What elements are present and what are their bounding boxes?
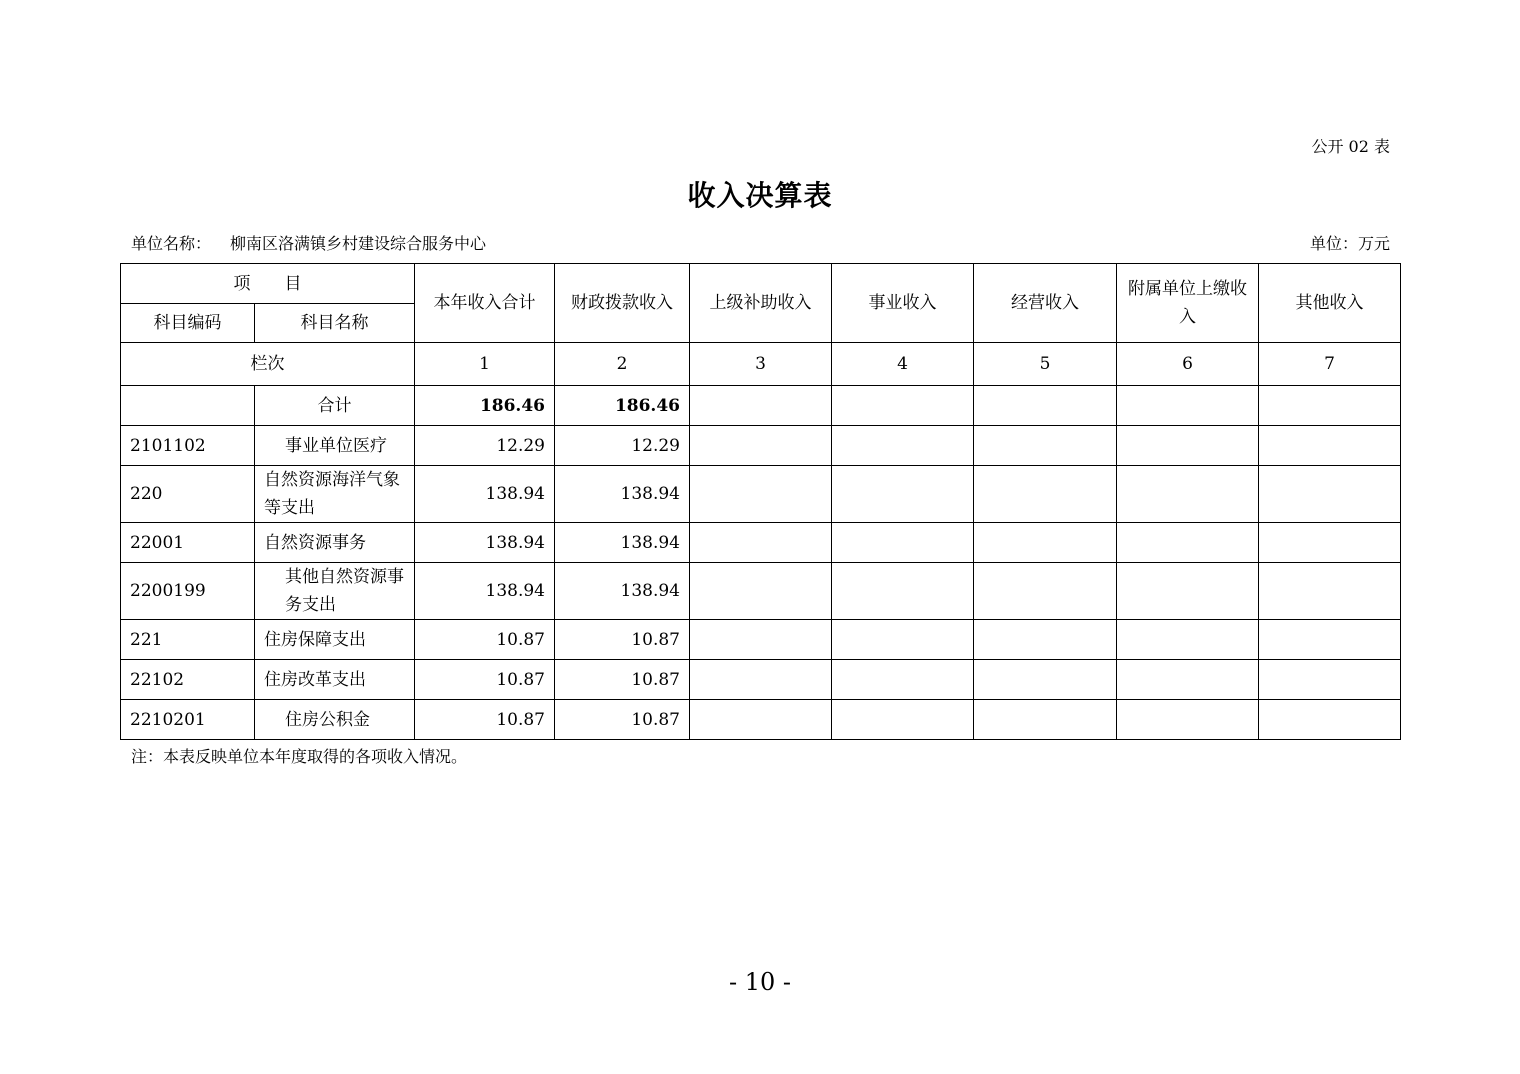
superior-subsidy-cell [690, 563, 832, 620]
total-income-cell: 138.94 [415, 563, 555, 620]
subject-code-cell: 2200199 [121, 563, 255, 620]
other-income-cell [1259, 386, 1401, 426]
form-code: 公开 02 表 [1311, 137, 1390, 156]
subject-code-cell: 220 [121, 466, 255, 523]
table-row [121, 466, 1401, 523]
subject-name-cell: 其他自然资源事务支出 [255, 563, 415, 620]
header-business-income: 事业收入 [832, 264, 974, 343]
subject-name-cell: 住房公积金 [255, 700, 415, 740]
table-row [121, 620, 1401, 660]
total-income-cell: 12.29 [415, 426, 555, 466]
column-index-number: 4 [832, 343, 974, 386]
header-total-income: 本年收入合计 [415, 264, 555, 343]
business-income-cell [832, 426, 974, 466]
header-subject-code: 科目编码 [121, 304, 255, 343]
subject-code-cell: 221 [121, 620, 255, 660]
business-income-cell [832, 660, 974, 700]
total-code-cell [121, 386, 255, 426]
header-superior-subsidy: 上级补助收入 [690, 264, 832, 343]
page-title: 收入决算表 [687, 179, 833, 212]
header-operating-income: 经营收入 [974, 264, 1117, 343]
business-income-cell [832, 523, 974, 563]
subject-code-cell: 22102 [121, 660, 255, 700]
fiscal-allocation-cell: 138.94 [555, 563, 690, 620]
other-income-cell [1259, 700, 1401, 740]
table-footnote: 注：本表反映单位本年度取得的各项收入情况。 [131, 747, 468, 766]
superior-subsidy-cell [690, 466, 832, 523]
superior-subsidy-cell [690, 523, 832, 563]
business-income-cell [832, 620, 974, 660]
column-index-number: 1 [415, 343, 555, 386]
table-row [121, 523, 1401, 563]
affiliated-remit-cell [1117, 620, 1259, 660]
superior-subsidy-cell [690, 660, 832, 700]
business-income-cell [832, 563, 974, 620]
fiscal-allocation-cell: 10.87 [555, 620, 690, 660]
operating-income-cell [974, 466, 1117, 523]
header-subject-name: 科目名称 [255, 304, 415, 343]
header-affiliated-remit: 附属单位上缴收入 [1117, 264, 1259, 343]
column-index-number: 6 [1117, 343, 1259, 386]
fiscal-allocation-cell: 12.29 [555, 426, 690, 466]
total-income-cell: 138.94 [415, 523, 555, 563]
other-income-cell [1259, 466, 1401, 523]
column-index-number: 3 [690, 343, 832, 386]
fiscal-allocation-cell: 10.87 [555, 660, 690, 700]
other-income-cell [1259, 523, 1401, 563]
operating-income-cell [974, 620, 1117, 660]
business-income-cell [832, 386, 974, 426]
fiscal-allocation-cell: 186.46 [555, 386, 690, 426]
header-row-1 [121, 264, 1401, 304]
superior-subsidy-cell [690, 426, 832, 466]
subject-name-cell: 住房保障支出 [255, 620, 415, 660]
subject-name-cell: 自然资源海洋气象等支出 [255, 466, 415, 523]
column-index-number: 7 [1259, 343, 1401, 386]
column-index-number: 5 [974, 343, 1117, 386]
subject-name-cell: 事业单位医疗 [255, 426, 415, 466]
affiliated-remit-cell [1117, 660, 1259, 700]
unit-name-label: 单位名称： [131, 234, 212, 253]
subject-code-cell: 2210201 [121, 700, 255, 740]
subject-name-cell: 自然资源事务 [255, 523, 415, 563]
header-item: 项 目 [121, 264, 415, 304]
income-table [120, 263, 1401, 740]
affiliated-remit-cell [1117, 563, 1259, 620]
superior-subsidy-cell [690, 386, 832, 426]
column-index-number: 2 [555, 343, 690, 386]
table-row [121, 426, 1401, 466]
total-income-cell: 10.87 [415, 660, 555, 700]
total-row [121, 386, 1401, 426]
other-income-cell [1259, 660, 1401, 700]
business-income-cell [832, 700, 974, 740]
affiliated-remit-cell [1117, 466, 1259, 523]
subject-code-cell: 2101102 [121, 426, 255, 466]
table-row [121, 700, 1401, 740]
unit-info-line [131, 231, 1390, 253]
page-number: - 10 - [728, 968, 791, 996]
operating-income-cell [974, 426, 1117, 466]
total-label: 合计 [255, 386, 415, 426]
superior-subsidy-cell [690, 620, 832, 660]
unit-measure: 单位：万元 [1309, 234, 1390, 253]
total-income-cell: 138.94 [415, 466, 555, 523]
table-row [121, 660, 1401, 700]
table-row [121, 563, 1401, 620]
affiliated-remit-cell [1117, 523, 1259, 563]
other-income-cell [1259, 620, 1401, 660]
other-income-cell [1259, 426, 1401, 466]
operating-income-cell [974, 700, 1117, 740]
affiliated-remit-cell [1117, 386, 1259, 426]
unit-name-value: 柳南区洛满镇乡村建设综合服务中心 [230, 234, 487, 253]
column-index-row [121, 343, 1401, 386]
operating-income-cell [974, 386, 1117, 426]
operating-income-cell [974, 563, 1117, 620]
operating-income-cell [974, 523, 1117, 563]
subject-code-cell: 22001 [121, 523, 255, 563]
other-income-cell [1259, 563, 1401, 620]
header-other-income: 其他收入 [1259, 264, 1401, 343]
subject-name-cell: 住房改革支出 [255, 660, 415, 700]
header-fiscal-allocation: 财政拨款收入 [555, 264, 690, 343]
total-income-cell: 10.87 [415, 620, 555, 660]
superior-subsidy-cell [690, 700, 832, 740]
fiscal-allocation-cell: 10.87 [555, 700, 690, 740]
total-income-cell: 10.87 [415, 700, 555, 740]
column-index-label: 栏次 [121, 343, 415, 386]
affiliated-remit-cell [1117, 426, 1259, 466]
fiscal-allocation-cell: 138.94 [555, 523, 690, 563]
affiliated-remit-cell [1117, 700, 1259, 740]
total-income-cell: 186.46 [415, 386, 555, 426]
business-income-cell [832, 466, 974, 523]
operating-income-cell [974, 660, 1117, 700]
fiscal-allocation-cell: 138.94 [555, 466, 690, 523]
